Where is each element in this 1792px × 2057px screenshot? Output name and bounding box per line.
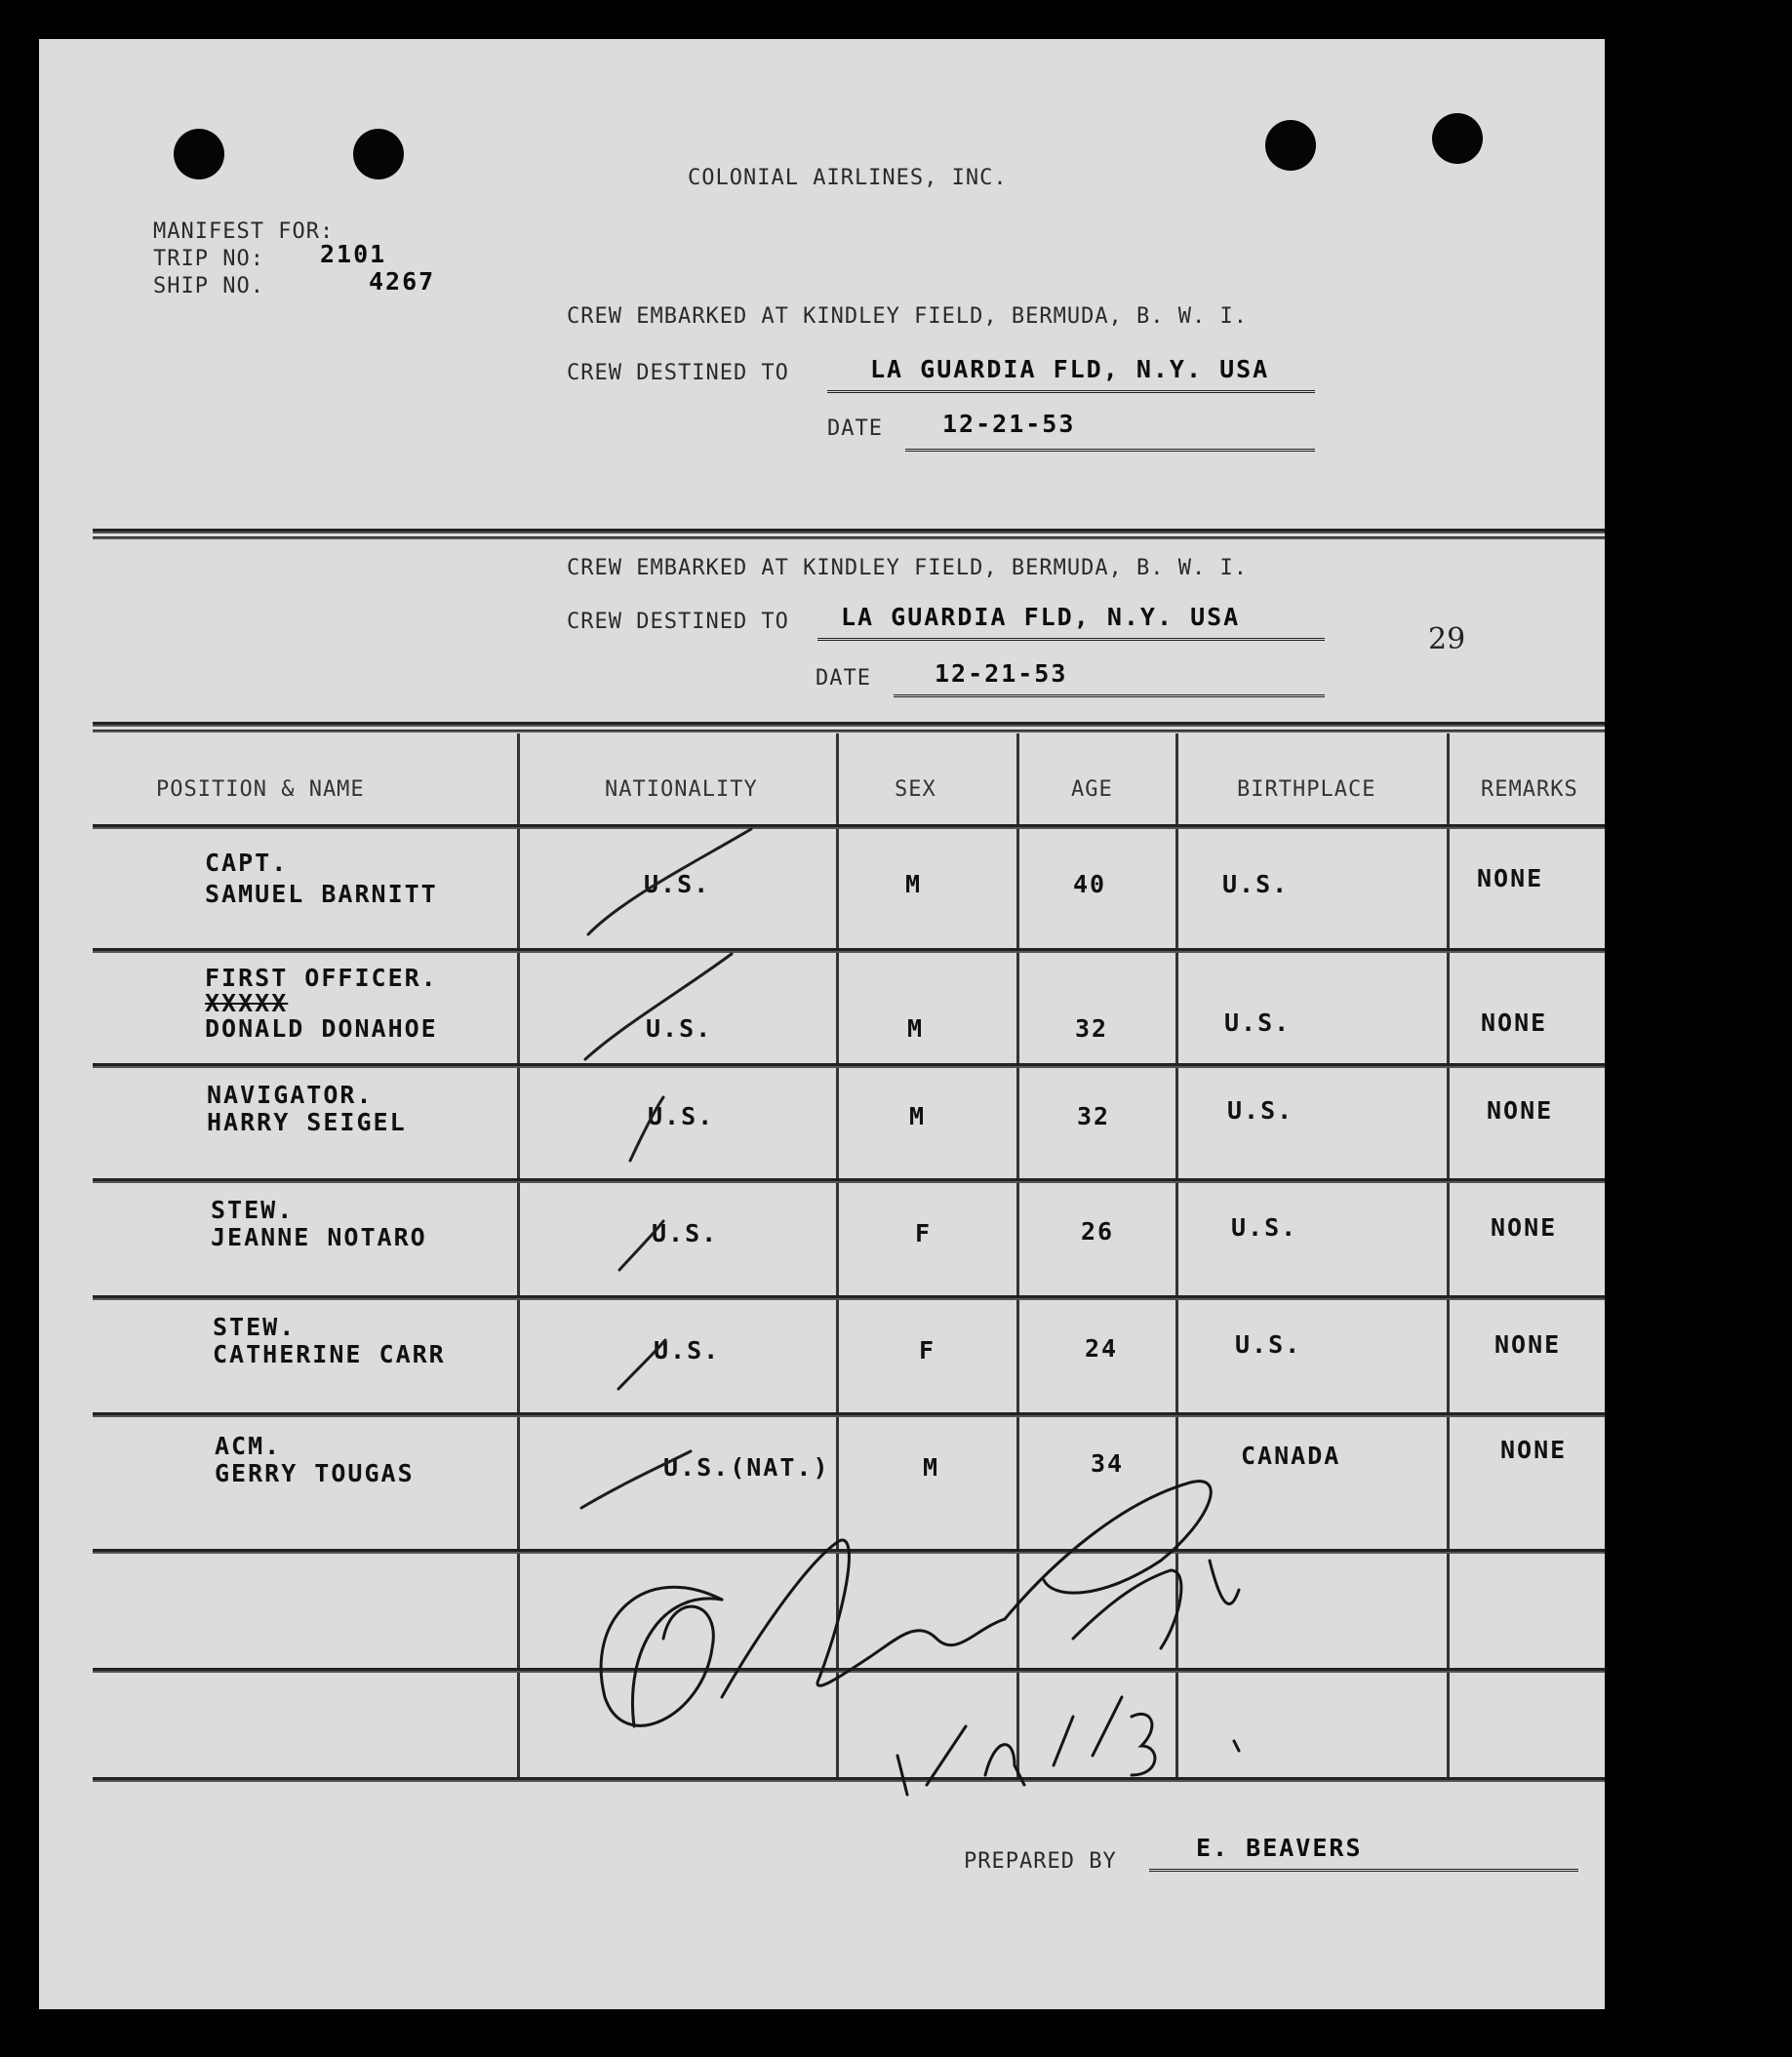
company-name: COLONIAL AIRLINES, INC. <box>688 166 1008 190</box>
check-mark-2 <box>585 954 732 1059</box>
row3-age: 32 <box>1077 1102 1111 1130</box>
row1-remarks: NONE <box>1477 864 1544 892</box>
header-nationality: NATIONALITY <box>605 777 758 802</box>
row3-birthplace: U.S. <box>1227 1096 1294 1125</box>
section1-date-value: 12-21-53 <box>942 410 1076 438</box>
row4-remarks: NONE <box>1491 1213 1558 1242</box>
section2-embarked: CREW EMBARKED AT KINDLEY FIELD, BERMUDA, B. W. I. <box>567 556 1249 580</box>
row4-age: 26 <box>1081 1217 1115 1246</box>
prepared-by-underline <box>1149 1869 1578 1872</box>
row1-nationality: U.S. <box>644 870 711 898</box>
row2-remarks: NONE <box>1481 1009 1548 1037</box>
row6-age: 34 <box>1091 1449 1125 1478</box>
trip-no-value: 2101 <box>320 240 387 268</box>
row5-name: CATHERINE CARR <box>213 1340 446 1368</box>
section2-destined-value: LA GUARDIA FLD, N.Y. USA <box>841 603 1241 631</box>
row2-nationality: U.S. <box>646 1014 713 1043</box>
row3-sex: M <box>909 1102 927 1130</box>
row5-birthplace: U.S. <box>1235 1330 1302 1359</box>
signature <box>601 1482 1239 1726</box>
check-mark-3 <box>630 1097 663 1161</box>
row2-name: DONALD DONAHOE <box>205 1014 438 1043</box>
section1-destined-label: CREW DESTINED TO <box>567 361 789 385</box>
row2-sex: M <box>907 1014 925 1043</box>
row2-birthplace: U.S. <box>1224 1009 1292 1037</box>
section1-destined-value: LA GUARDIA FLD, N.Y. USA <box>870 355 1270 383</box>
section1-date-label: DATE <box>827 416 883 441</box>
check-mark-5 <box>618 1340 665 1389</box>
row2-position: FIRST OFFICER. <box>205 964 438 992</box>
row3-name: HARRY SEIGEL <box>207 1108 407 1136</box>
header-position-name: POSITION & NAME <box>156 777 365 802</box>
row6-name: GERRY TOUGAS <box>215 1459 415 1487</box>
row4-sex: F <box>915 1219 933 1247</box>
section2-date-label: DATE <box>816 666 871 691</box>
header-age: AGE <box>1071 777 1113 802</box>
manifest-for-label: MANIFEST FOR: <box>153 219 335 244</box>
row1-sex: M <box>905 870 923 898</box>
ship-no-value: 4267 <box>369 267 436 296</box>
check-mark-6 <box>581 1451 691 1508</box>
row4-nationality: U.S. <box>652 1219 719 1247</box>
prepared-by-value: E. BEAVERS <box>1196 1834 1363 1862</box>
check-mark-1 <box>588 829 751 934</box>
row5-position: STEW. <box>213 1313 297 1341</box>
section2-destined-label: CREW DESTINED TO <box>567 610 789 634</box>
row3-position: NAVIGATOR. <box>207 1081 374 1109</box>
manifest-page <box>39 39 1605 2009</box>
row1-position: CAPT. <box>205 849 289 877</box>
row5-age: 24 <box>1085 1334 1119 1363</box>
row4-position: STEW. <box>211 1196 295 1224</box>
row6-birthplace: CANADA <box>1241 1442 1341 1470</box>
row6-remarks: NONE <box>1500 1436 1568 1464</box>
row3-remarks: NONE <box>1487 1096 1554 1125</box>
row6-sex: M <box>923 1453 940 1482</box>
row1-birthplace: U.S. <box>1222 870 1290 898</box>
handwritten-date-strokes <box>897 1697 1239 1795</box>
row6-position: ACM. <box>215 1432 282 1460</box>
ship-no-label: SHIP NO. <box>153 274 264 298</box>
section1-embarked: CREW EMBARKED AT KINDLEY FIELD, BERMUDA, B. W. I. <box>567 304 1249 329</box>
row2-struck-text: XXXXX <box>205 989 289 1017</box>
row5-sex: F <box>919 1336 936 1365</box>
header-remarks: REMARKS <box>1481 777 1578 802</box>
header-sex: SEX <box>895 777 936 802</box>
row1-name: SAMUEL BARNITT <box>205 880 438 908</box>
handwriting-overlay <box>39 39 1605 2009</box>
row1-age: 40 <box>1073 870 1107 898</box>
row4-birthplace: U.S. <box>1231 1213 1298 1242</box>
row5-remarks: NONE <box>1494 1330 1562 1359</box>
row4-name: JEANNE NOTARO <box>211 1223 427 1251</box>
row6-nationality: U.S.(NAT.) <box>663 1453 830 1482</box>
row3-nationality: U.S. <box>648 1102 715 1130</box>
prepared-by-label: PREPARED BY <box>964 1849 1117 1874</box>
check-mark-4 <box>619 1221 663 1270</box>
row5-nationality: U.S. <box>654 1336 721 1365</box>
section2-date-value: 12-21-53 <box>935 659 1068 688</box>
row2-age: 32 <box>1075 1014 1109 1043</box>
header-birthplace: BIRTHPLACE <box>1237 777 1376 802</box>
trip-no-label: TRIP NO: <box>153 247 264 271</box>
page-number: 29 <box>1428 622 1466 656</box>
